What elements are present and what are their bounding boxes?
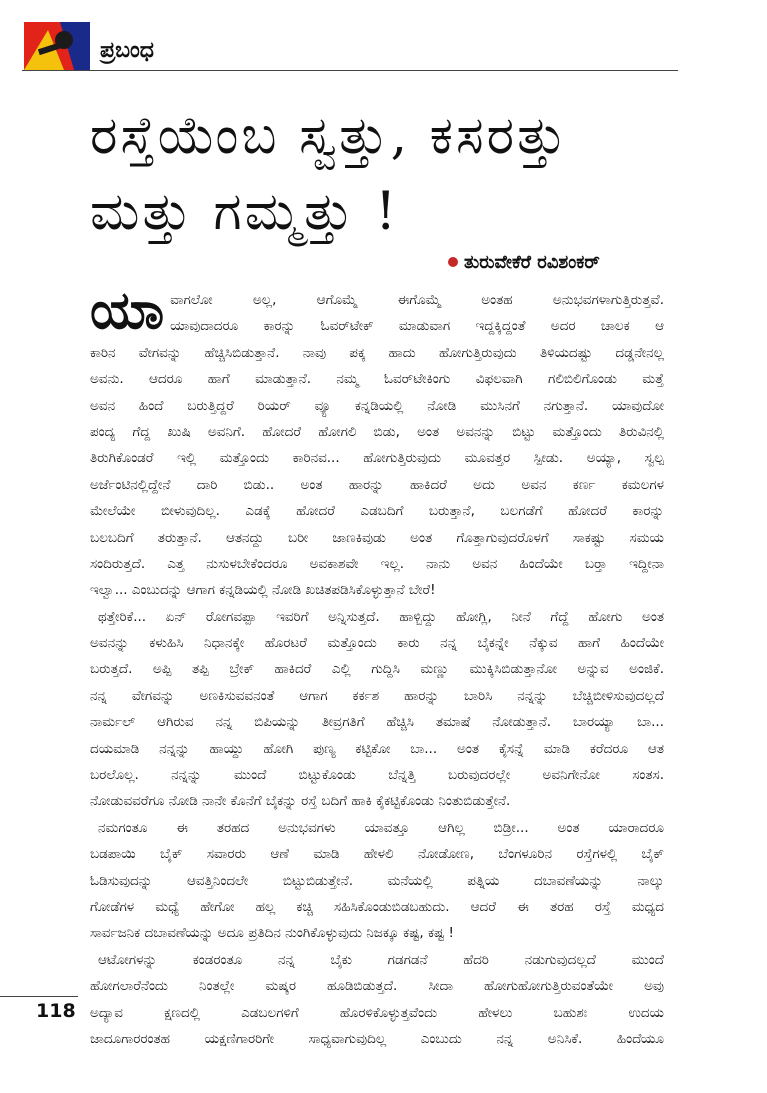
article-line: ಅರ್ಜೆಂಟಿನಲ್ಲಿದ್ದೇನೆ ದಾರಿ ಬಿಡು.. ಅಂತ ಹಾರನ್ನು ಹಾಕಿದರೆ ಅದು ಅವನ ಕರ್ಣ ಕಮಲಗಳ	[90, 476, 664, 493]
article-line: ಅವನು. ಆದರೂ ಹಾಗೆ ಮಾಡುತ್ತಾನೆ. ನಮ್ಮ ಓವರ್‌ಟೇಕಿಂಗು ವಿಫಲವಾಗಿ ಗಲಿಬಿಲಿಗೊಂಡು ಮತ್ತೆ	[90, 371, 664, 388]
article-line: ಅವನನ್ನು ಕಳುಹಿಸಿ ನಿಧಾನಕ್ಕೇ ಹೊರಟರೆ ಮತ್ತೊಂದು ಕಾರು ನನ್ನ ಬೈಕನ್ನೇ ನೆಕ್ಕುವ ಹಾಗೆ ಹಿಂದೆಯೇ	[90, 635, 664, 652]
article-line: ಕಾರಿನ ವೇಗವನ್ನು ಹೆಚ್ಚಿಸಿಬಿಡುತ್ತಾನೆ. ನಾವು ಪಕ್ಕ ಹಾದು ಹೋಗುತ್ತಿರುವುದು ತಿಳಿಯದಷ್ಟು ದಡ್ಡನೇನಲ್ಲ	[90, 344, 664, 361]
article-line: ಗೋಡೆಗಳ ಮಧ್ಯೆ ಹೇಗೋ ಹಲ್ಲ ಕಚ್ಚಿ ಸಹಿಸಿಕೊಂಡುಬಿಡಬಹುದು. ಆದರೆ ಈ ತರಹ ರಸ್ತೆ ಮಧ್ಯದ	[90, 898, 664, 915]
article-line: ನನ್ನ ವೇಗವನ್ನು ಅಣಕಿಸುವವನಂತೆ ಆಗಾಗ ಕರ್ಕಶ ಹಾರನ್ನು ಬಾರಿಸಿ ನನ್ನನ್ನು ಬೆಚ್ಚಿಬೀಳಿಸುವುದಲ್ಲದೆ	[90, 687, 664, 704]
article-body	[90, 281, 664, 1052]
article-line: ಇಲ್ವಾ... ಎಂಬುದನ್ನು ಆಗಾಗ ಕನ್ನಡಿಯಲ್ಲಿ ನೋಡಿ ಖಚಿತಪಡಿಸಿಕೊಳ್ಳುತ್ತಾನೆ ಬೇರೆ!	[90, 582, 436, 599]
article-line: ಹೋಗಲಾರೆನೆಂದು ನಿಂತಲ್ಲೇ ಮಷ್ಕರ ಹೂಡಿಬಿಡುತ್ತದೆ. ಸೀದಾ ಹೋಗುಹೋಗುತ್ತಿರುವಂತೆಯೇ ಅವು	[90, 978, 664, 995]
article-line: ನೋಡುವವರೆಗೂ ನೋಡಿ ನಾನೇ ಕೊನೆಗೆ ಬೈಕನ್ನು ರಸ್ತೆ ಬದಿಗೆ ಹಾಕಿ ಕೈಕಟ್ಟಿಕೊಂಡು ನಿಂತುಬಿಡುತ್ತೇನೆ.	[90, 793, 511, 810]
article-line: ಬಡಪಾಯಿ ಬೈಕ್ ಸವಾರರು ಆಣೆ ಮಾಡಿ ಹೇಳಲಿ ನೋಡೋಣ, ಬೆಂಗಳೂರಿನ ರಸ್ತೆಗಳಲ್ಲಿ ಬೈಕ್	[90, 846, 664, 863]
article-line: ಜಾದೂಗಾರರಂತಹ ಯಕ್ಷಣಿಗಾರರಿಗೇ ಸಾಧ್ಯವಾಗುವುದಿಲ್ಲ ಎಂಬುದು ನನ್ನ ಅನಿಸಿಕೆ. ಹಿಂದೆಯೂ	[90, 1030, 664, 1047]
article-line: ಥತ್ತೇರಿಕೆ... ಏನ್ ರೋಗವಪ್ಪಾ ಇವರಿಗೆ ಅನ್ನಿಸುತ್ತದೆ. ಹಾಳ್ಬಿದ್ದು ಹೋಗ್ಲಿ, ನೀನೆ ಗೆದ್ದೆ ಹೋಗು ಅಂತ	[98, 608, 664, 625]
article-line: ದಯಮಾಡಿ ನನ್ನನ್ನು ಹಾಯ್ದು ಹೋಗಿ ಪುಣ್ಯ ಕಟ್ಟಿಕೋ ಬಾ... ಅಂತ ಕೈಸನ್ನೆ ಮಾಡಿ ಕರೆದರೂ ಆತ	[90, 740, 664, 757]
article-line: ಓಡಿಸುವುದನ್ನು ಆವತ್ತಿನಿಂದಲೇ ಬಿಟ್ಟುಬಿಡುತ್ತೇನೆ. ಮನೆಯಲ್ಲಿ ಪತ್ನಿಯ ದಬಾವಣೆಯನ್ನು ನಾಲ್ಕು	[90, 872, 664, 889]
title-line: ಮತ್ತು ಗಮ್ಮತ್ತು !	[90, 182, 400, 242]
header-divider	[22, 70, 678, 71]
title-line: ರಸ್ತೆಯೆಂಬ ಸ್ವತ್ತು, ಕಸರತ್ತು	[90, 106, 569, 166]
article-line: ತಿರುಗಿಕೊಂಡರೆ ಇಲ್ಲಿ ಮತ್ತೊಂದು ಕಾರಿನವ... ಹೋಗುತ್ತಿರುವುದು ಮೂವತ್ತರ ಸ್ಪೀಡು. ಅಯ್ಯಾ, ಸ್ವಲ್ಪ	[90, 450, 664, 467]
article-line: ನಾರ್ಮಲ್ ಆಗಿರುವ ನನ್ನ ಬಿಪಿಯನ್ನು ತೀವ್ರಗತಿಗೆ ಹೆಚ್ಚಿಸಿ ತಮಾಷೆ ನೋಡುತ್ತಾನೆ. ಬಾರಯ್ಯಾ ಬಾ...	[90, 714, 664, 731]
article-line: ಸಾರ್ವಜನಿಕ ದಬಾವಣೆಯನ್ನು ಅದೂ ಪ್ರತಿದಿನ ನುಂಗಿಕೊಳ್ಳುವುದು ನಿಜಕ್ಕೂ ಕಷ್ಟ, ಕಷ್ಟ !	[90, 925, 454, 942]
article-line: ವಾಗಲೋ ಅಲ್ಲ, ಆಗೊಮ್ಮೆ ಈಗೊಮ್ಮೆ ಅಂತಹ ಅನುಭವಗಳಾಗುತ್ತಿರುತ್ತವೆ.	[170, 292, 664, 308]
author-byline	[448, 252, 600, 273]
article-line: ಬರುತ್ತದೆ. ಅಪ್ಪಿ ತಪ್ಪಿ ಬ್ರೇಕ್ ಹಾಕಿದರೆ ಎಲ್ಲಿ ಗುದ್ದಿಸಿ ಮಣ್ಣು ಮುಕ್ಕಿಸಿಬಿಡುತ್ತಾನೋ ಅನ್ನುವ ಅಂಜಿಕೆ.	[90, 661, 664, 678]
article-line: ಮೇಲೆಯೇ ಬೀಳುವುದಿಲ್ಲ. ಎಡಕ್ಕೆ ಹೋದರೆ ಎಡಬದಿಗೆ ಬರುತ್ತಾನೆ, ಬಲಗಡೆಗೆ ಹೋದರೆ ಕಾರನ್ನು	[90, 503, 664, 520]
article-line: ನಮಗಂತೂ ಈ ತರಹದ ಅನುಭವಗಳು ಯಾವತ್ತೂ ಆಗಿಲ್ಲ ಬಿಡ್ರೀ... ಅಂತ ಯಾರಾದರೂ	[98, 819, 664, 836]
article-line: ಅವನ ಹಿಂದೆ ಬರುತ್ತಿದ್ದರೆ ರಿಯರ್ ವ್ಯೂ ಕನ್ನಡಿಯಲ್ಲಿ ನೋಡಿ ಮುಸಿನಗೆ ನಗುತ್ತಾನೆ. ಯಾವುದೋ	[90, 397, 664, 414]
article-title	[90, 98, 710, 250]
page-number: 118	[36, 1000, 76, 1022]
article-line: ಯಾವುದಾದರೂ ಕಾರನ್ನು ಓವರ್‌ಟೇಕ್ ಮಾಡುವಾಗ ಇದ್ದಕ್ಕಿದ್ದಂತೆ ಅದರ ಚಾಲಕ ಆ	[170, 318, 664, 335]
article-line: ಆಟೋಗಳನ್ನು ಕಂಡರಂತೂ ನನ್ನ ಬೈಕು ಗಡಗಡನೆ ಹೆದರಿ ನಡುಗುವುದಲ್ಲದೆ ಮುಂದೆ	[98, 951, 664, 968]
bullet-icon	[448, 257, 458, 267]
footer-divider	[0, 996, 78, 997]
article-line: ಪಂದ್ಯ ಗೆದ್ದ ಖುಷಿ ಅವನಿಗೆ. ಹೋದರೆ ಹೋಗಲಿ ಬಿಡು, ಅಂತ ಅವನನ್ನು ಬಿಟ್ಟು ಮತ್ತೊಂದು ತಿರುವಿನಲ್ಲಿ	[90, 423, 664, 440]
author-name: ತುರುವೇಕೆರೆ ರವಿಶಂಕರ್	[464, 252, 600, 273]
article-line: ಬಲಬದಿಗೆ ತರುತ್ತಾನೆ. ಆತನದ್ದು ಬರೀ ಜಾಣಕಿವುಡು ಅಂತ ಗೊತ್ತಾಗುವುದರೊಳಗೆ ಸಾಕಷ್ಟು ಸಮಯ	[90, 529, 664, 546]
article-line: ಸಂದಿರುತ್ತದೆ. ಎತ್ತ ನುಸುಳಬೇಕೆಂದರೂ ಅವಕಾಶವೇ ಇಲ್ಲ. ನಾನು ಅವನ ಹಿಂದೆಯೇ ಬರ್‍ತಾ ಇದ್ದೀನಾ	[90, 555, 664, 572]
section-logo-image	[24, 22, 90, 70]
article-line: ಬರಲೊಲ್ಲ. ನನ್ನನ್ನು ಮುಂದೆ ಬಿಟ್ಟುಕೊಂಡು ಬೆನ್ನತ್ತಿ ಬರುವುದರಲ್ಲೇ ಅವನಿಗೇನೋ ಸಂತಸ.	[90, 767, 664, 784]
section-label: ಪ್ರಬಂಧ	[100, 38, 154, 63]
article-line: ಅದ್ಯಾವ ಕ್ಷಣದಲ್ಲಿ ಎಡಬಲಗಳಿಗೆ ಹೊರಳಿಕೊಳ್ಳುತ್ತವೆಂದು ಹೇಳಲು ಬಹುಶಃ ಉದಯ	[90, 1004, 664, 1021]
drop-cap: ಯಾ	[90, 281, 165, 341]
